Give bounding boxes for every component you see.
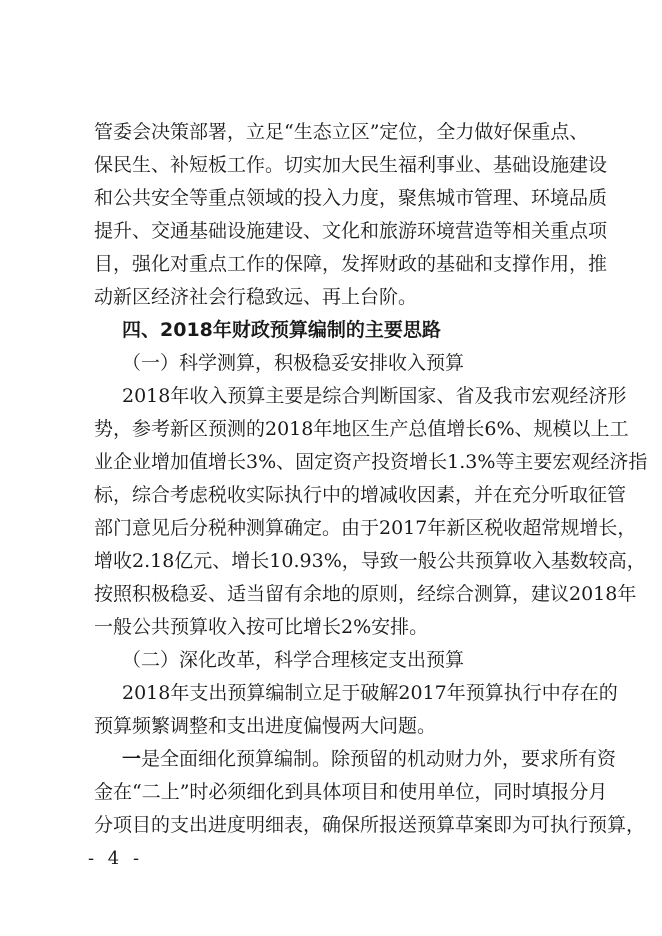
- body-line: 管委会决策部署，立足“生态立区”定位，全力做好保重点、: [94, 121, 589, 143]
- body-line: 2018年支出预算编制立足于破解2017年预算执行中存在的: [122, 682, 618, 704]
- body-line-with-lead: [122, 747, 617, 771]
- body-line: 保民生、补短板工作。切实加大民生福利事业、基础设施建设: [94, 154, 608, 176]
- body-line: 预算频繁调整和支出进度偏慢两大问题。: [94, 715, 437, 737]
- body-line-rest: 是全面细化预算编制。除预留的机动财力外，要求所有资: [141, 748, 617, 770]
- body-line: 业企业增加值增长3%、固定资产投资增长1.3%等主要宏观经济指: [94, 451, 648, 473]
- body-line: 增收2.18亿元、增长10.93%，导致一般公共预算收入基数较高，: [94, 550, 646, 572]
- bold-lead-text: 一: [122, 748, 142, 770]
- body-line: 动新区经济社会行稳致远、再上台阶。: [94, 286, 418, 308]
- body-line: 和公共安全等重点领域的投入力度，聚焦城市管理、环境品质: [94, 187, 608, 209]
- body-line: 部门意见后分税种测算确定。由于2017年新区税收超常规增长，: [94, 517, 637, 539]
- subsection-heading: （二）深化改革，科学合理核定支出预算: [122, 649, 465, 671]
- body-line: 一般公共预算收入按可比增长2%安排。: [94, 616, 429, 638]
- body-line: 提升、交通基础设施建设、文化和旅游环境营造等相关重点项: [94, 220, 608, 242]
- body-line: 分项目的支出进度明细表，确保所报送预算草案即为可执行预算，: [94, 814, 646, 836]
- body-line: 2018年收入预算主要是综合判断国家、省及我市宏观经济形: [122, 385, 627, 407]
- body-line: 势，参考新区预测的2018年地区生产总值增长6%、规模以上工: [94, 418, 629, 440]
- body-line: 标，综合考虑税收实际执行中的增减收因素，并在充分听取征管: [94, 484, 627, 506]
- subsection-heading: （一）科学测算，积极稳妥安排收入预算: [122, 352, 465, 374]
- body-line: 按照积极稳妥、适当留有余地的原则，经综合测算，建议2018年: [94, 583, 637, 605]
- body-line: 目，强化对重点工作的保障，发挥财政的基础和支撑作用，推: [94, 253, 608, 275]
- section-heading: 四、2018年财政预算编制的主要思路: [122, 319, 441, 341]
- page-number: - 4 -: [88, 848, 144, 869]
- body-line: 金在“二上”时必须细化到具体项目和使用单位，同时填报分月: [94, 781, 608, 803]
